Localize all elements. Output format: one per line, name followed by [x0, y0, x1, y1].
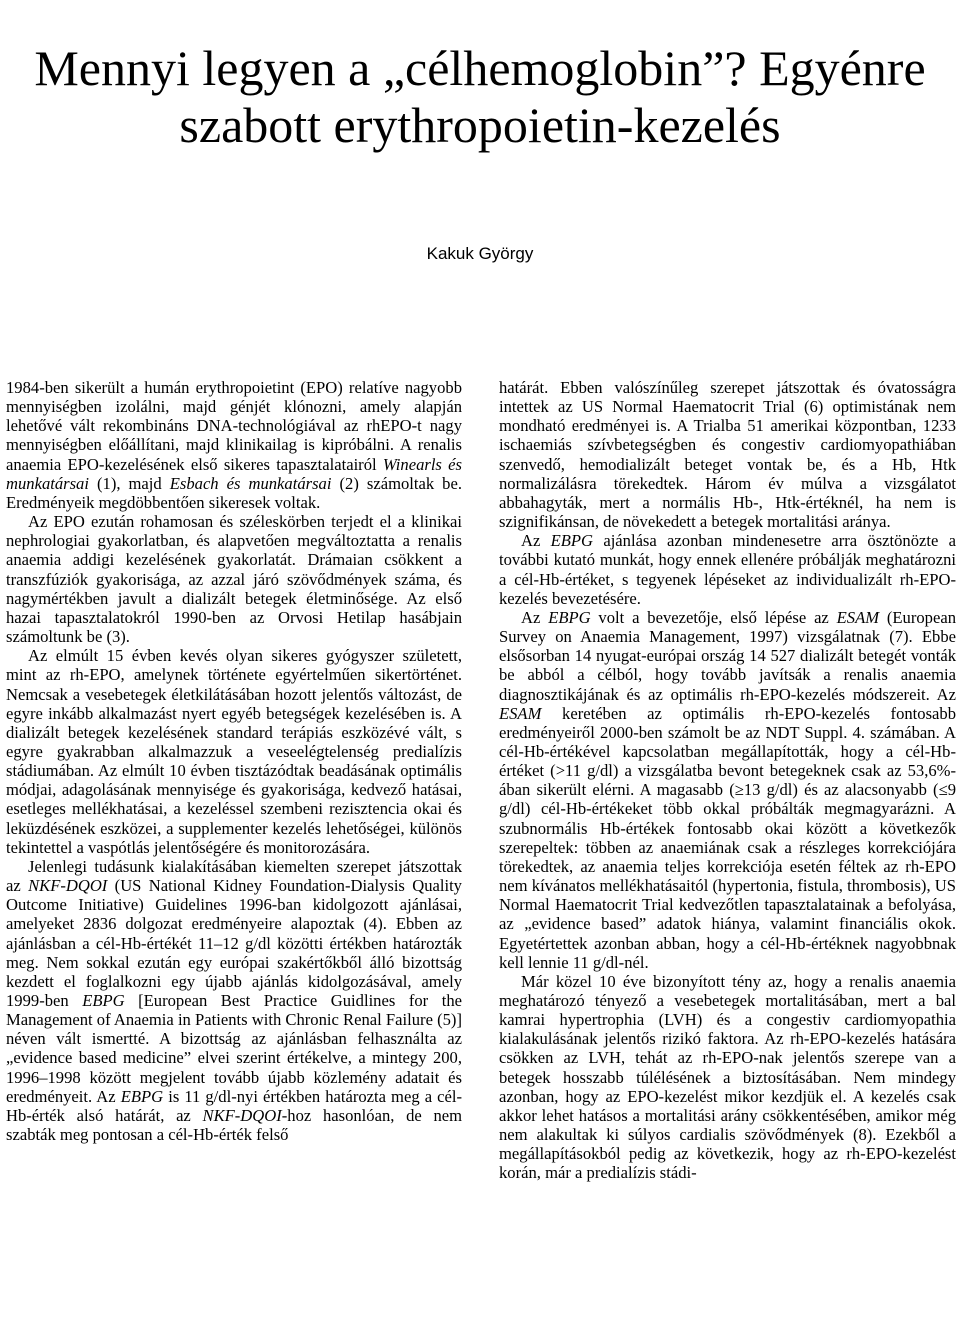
paragraph: 1984-ben sikerült a humán erythropoietint (EPO) relatíve nagyobb mennyiségben izolálni, majd génjét klónozni, amely alapján lehetővé vált rekombináns DNA-technológiával az rhEPO-t nagy mennyiségben előállítani, majd klinikailag is kipróbálni. A renalis anaemia EPO-kezelésének első sikeres tapasztalatairól Winearls és munkatársai (1), majd Esbach és munkatársai (2) számoltak be. Eredményeik megdöbbentően sikeresek voltak. — [6, 378, 462, 512]
paragraph: Az EBPG ajánlása azonban mindenesetre arra ösztönözte a további kutató munkát, hogy ennek ellenére próbálják meghatározni a cél-Hb-értéket, s tegyenek lépéseket az individualizált rh-EPO-kezelés bevezetésére. — [499, 531, 957, 608]
title-line-1: Mennyi legyen a „célhemoglobin”? Egyénre — [34, 40, 926, 96]
author-name: Kakuk György — [426, 244, 534, 263]
title-line-2: szabott erythropoietin-kezelés — [179, 97, 781, 153]
paragraph: Az elmúlt 15 évben kevés olyan sikeres gyógyszer született, mint az rh-EPO, amelynek története egyértelműen sikertörténet. Nemcsak a vesebetegek életkilátásában hozott jelentős változást, de egyre inkább alkalmazást nyert egyéb betegségek kezelésében is. A dializált betegek kezelésének standard terápiás eszközévé vált, s egyre gyakrabban alkalmazzuk a veseelégtelenség predialízis stádiumában. Az elmúlt 10 évben tisztázódtak beadásának optimális módjai, adagolásának mennyisége és gyakorisága, kedvező hatásai, esetleges mellékhatásai, a kezeléssel szembeni rezisztencia okai és leküzdésének eszközei, a supplementer kezelés lehetőségei, különös tekintettel a vaspótlás jelentőségére és monitorozására. — [6, 646, 462, 857]
paragraph: Az EPO ezután rohamosan és széleskörben terjedt el a klinikai nephrologiai gyakorlatban, és alapvetően megváltoztatta a renalis anaemia addigi kezelésének gyakorlatát. Drámaian csökkent a transzfúziók gyakorisága, az azzal járó szövődmények száma, és nagymértékben javult a dializált betegek életminősége. Az első hazai tapasztalatokról 1990-ben az Orvosi Hetilap hasábjain számoltunk be (3). — [6, 512, 462, 647]
paragraph-continued: határát. Ebben valószínűleg szerepet játszottak és óvatosságra intettek az US Normal Haematocrit Trial (6) optimistának nem mondható eredményei is. A Trialba 51 amerikai központban, 1233 ischaemiás szívbetegségben és congestiv cardiomyopathiában szenvedő, hemodializált beteget vontak be, és a Hb, Htk normalizálásra törekedtek. Három év múlva a vizsgálatot abbahagyták, mert a normális Hb-, Htk-értéknél, ha nem is szignifikánsan, de növekedett a betegek mortalitási aránya. — [499, 378, 956, 532]
paragraph: Az EBPG volt a bevezetője, első lépése az ESAM (European Survey on Anaemia Management, 1997) vizsgálatnak (7). Ebbe elsősorban 14 nyugat-európai ország 14 527 dializált betegét vonták be abból a célból, hogy tovább javítsák a renalis anaemia diagnosztikájának és az optimális rh-EPO-kezelés módszereit. Az ESAM keretében az optimális rh-EPO-kezelés fontosabb eredményeiről 2000-ben számolt be az NDT Suppl. 4. számában. A cél-Hb-értékével kapcsolatban megállapították, hogy a cél-Hb-értéket (>11 g/dl) a vizsgálatba bevont betegeknek csak az 53,6%-ában sikerült elérni. A magasabb (≥13 g/dl) és az alacsonyabb (≤9 g/dl) cél-Hb-értékeket több okkal próbálták megmagyarázni. A szubnormális Hb-értékek fontosabb okai között a következők szerepeltek: többen az anaemiának csak a részleges korrekciójára törekedtek, az anaemia teljes korrekciója esetén féltek az rh-EPO nem kívánatos mellékhatásaitól (hypertonia, fistula, thrombosis), US Normal Haematocrit Trial kedvezőtlen tapasztalatainak a befolyása, az „evidence based” adatok hiánya, valamint financiális okok. Egyetértettek azonban abban, hogy a cél-Hb-értéknek nagyobbnak kell lennie 11 g/dl-nél. — [499, 607, 956, 972]
right-column — [499, 378, 956, 1183]
left-column — [6, 378, 462, 1144]
paragraph: Jelenlegi tudásunk kialakításában kiemelten szerepet játszottak az NKF-DQOI (US National Kidney Foundation-Dialysis Quality Outcome Initiative) Guidelines 1996-ban kidolgozott ajánlásai, amelyeket 2836 dolgozat eredményeire alapoztak (4). Ebben az ajánlásban a cél-Hb-értékét 11–12 g/dl közötti értékben határozták meg. Nem sokkal ezután egy európai szakértőkből álló bizottság kezdett el foglalkozni egy újabb ajánlás kidolgozásával, amely 1999-ben EBPG [European Best Practice Guidlines for the Management of Anaemia in Patients with Chronic Renal Failure (5)] néven vált ismertté. A bizottság az ajánlásban felhasználta az „evidence based medicine” elvei szerint értékelve, a mintegy 200, 1996–1998 között megjelent tovább újabb közlemény adatait és eredményeit. Az EBPG is 11 g/dl-nyi értékben határozta meg a cél-Hb-érték alsó határát, az NKF-DQOI-hoz hasonlóan, de nem szabták meg pontosan a cél-Hb-érték felső — [6, 856, 463, 1145]
article-title — [0, 40, 960, 154]
paragraph: Már közel 10 éve bizonyított tény az, hogy a renalis anaemia meghatározó tényező a vesebetegek mortalitásában, mert a bal kamrai hypertrophia (LVH) és a congestiv cardiomyopathia kialakulásának jelentős rizikó faktora. Az rh-EPO-kezelés hatására csökken az LVH, tehát az rh-EPO-nak jelentős szerepe van a betegek hosszabb túlélésének a biztosításában. Nem mindegy azonban, hogy az EPO-kezelést mikor kezdjük el. A kezelés csak akkor lehet hatásos a mortalitási arány csökkentésében, amikor még nem alakultak ki súlyos cardialis szövődmények (8). Ezekből a megállapításokból pedig az következik, hogy az rh-EPO-kezelést korán, már a predialízis stádi- — [499, 971, 956, 1183]
